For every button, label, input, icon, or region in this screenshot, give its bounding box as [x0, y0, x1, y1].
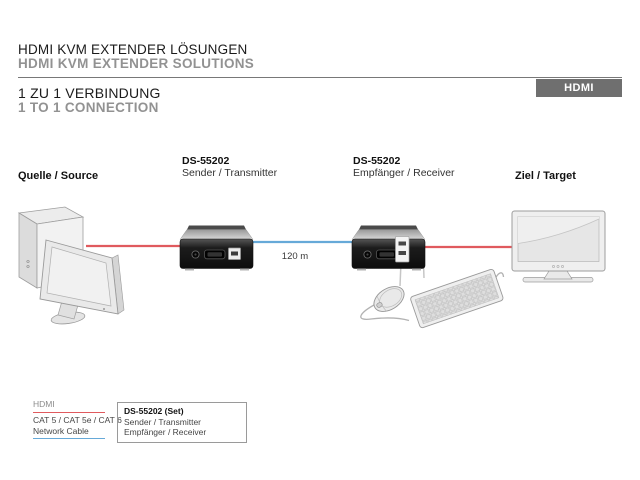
legend-set-line1: Sender / Transmitter — [124, 416, 202, 427]
target-display-icon — [512, 211, 605, 282]
transmitter-model-label: DS-55202 — [182, 155, 230, 167]
legend-set-box — [117, 402, 247, 443]
page-title-english: HDMI KVM EXTENDER SOLUTIONS — [18, 56, 255, 71]
legend-set-line2: Empfänger / Receiver — [124, 427, 207, 437]
legend-network-cable-label: CAT 5 / CAT 5e / CAT 6 — [33, 414, 122, 425]
legend-network-cable-sublabel: Network Cable — [33, 425, 89, 436]
legend-network-cable-swatch — [33, 438, 105, 440]
section-title-german: 1 ZU 1 VERBINDUNG — [18, 85, 161, 101]
section-title-english: 1 TO 1 CONNECTION — [18, 100, 159, 115]
legend-hdmi-cable-swatch — [33, 412, 105, 414]
transmitter-device-icon — [180, 226, 253, 271]
legend-hdmi-cable-label: HDMI — [33, 399, 55, 409]
receiver-role-label: Empfänger / Receiver — [353, 167, 455, 179]
source-label: Quelle / Source — [18, 170, 99, 182]
mouse-icon — [361, 281, 409, 320]
transmitter-role-label: Sender / Transmitter — [182, 167, 278, 179]
page-title-german: HDMI KVM EXTENDER LÖSUNGEN — [18, 42, 248, 57]
receiver-usb-ports — [396, 237, 410, 263]
hdmi-badge: HDMI — [536, 79, 622, 97]
source-computer-icon — [19, 207, 124, 326]
receiver-model-label: DS-55202 — [353, 155, 401, 167]
legend-set-title: DS-55202 (Set) — [124, 406, 184, 416]
receiver-device-icon — [352, 226, 425, 271]
target-label: Ziel / Target — [515, 170, 576, 182]
cable-length-label: 120 m — [281, 251, 309, 262]
